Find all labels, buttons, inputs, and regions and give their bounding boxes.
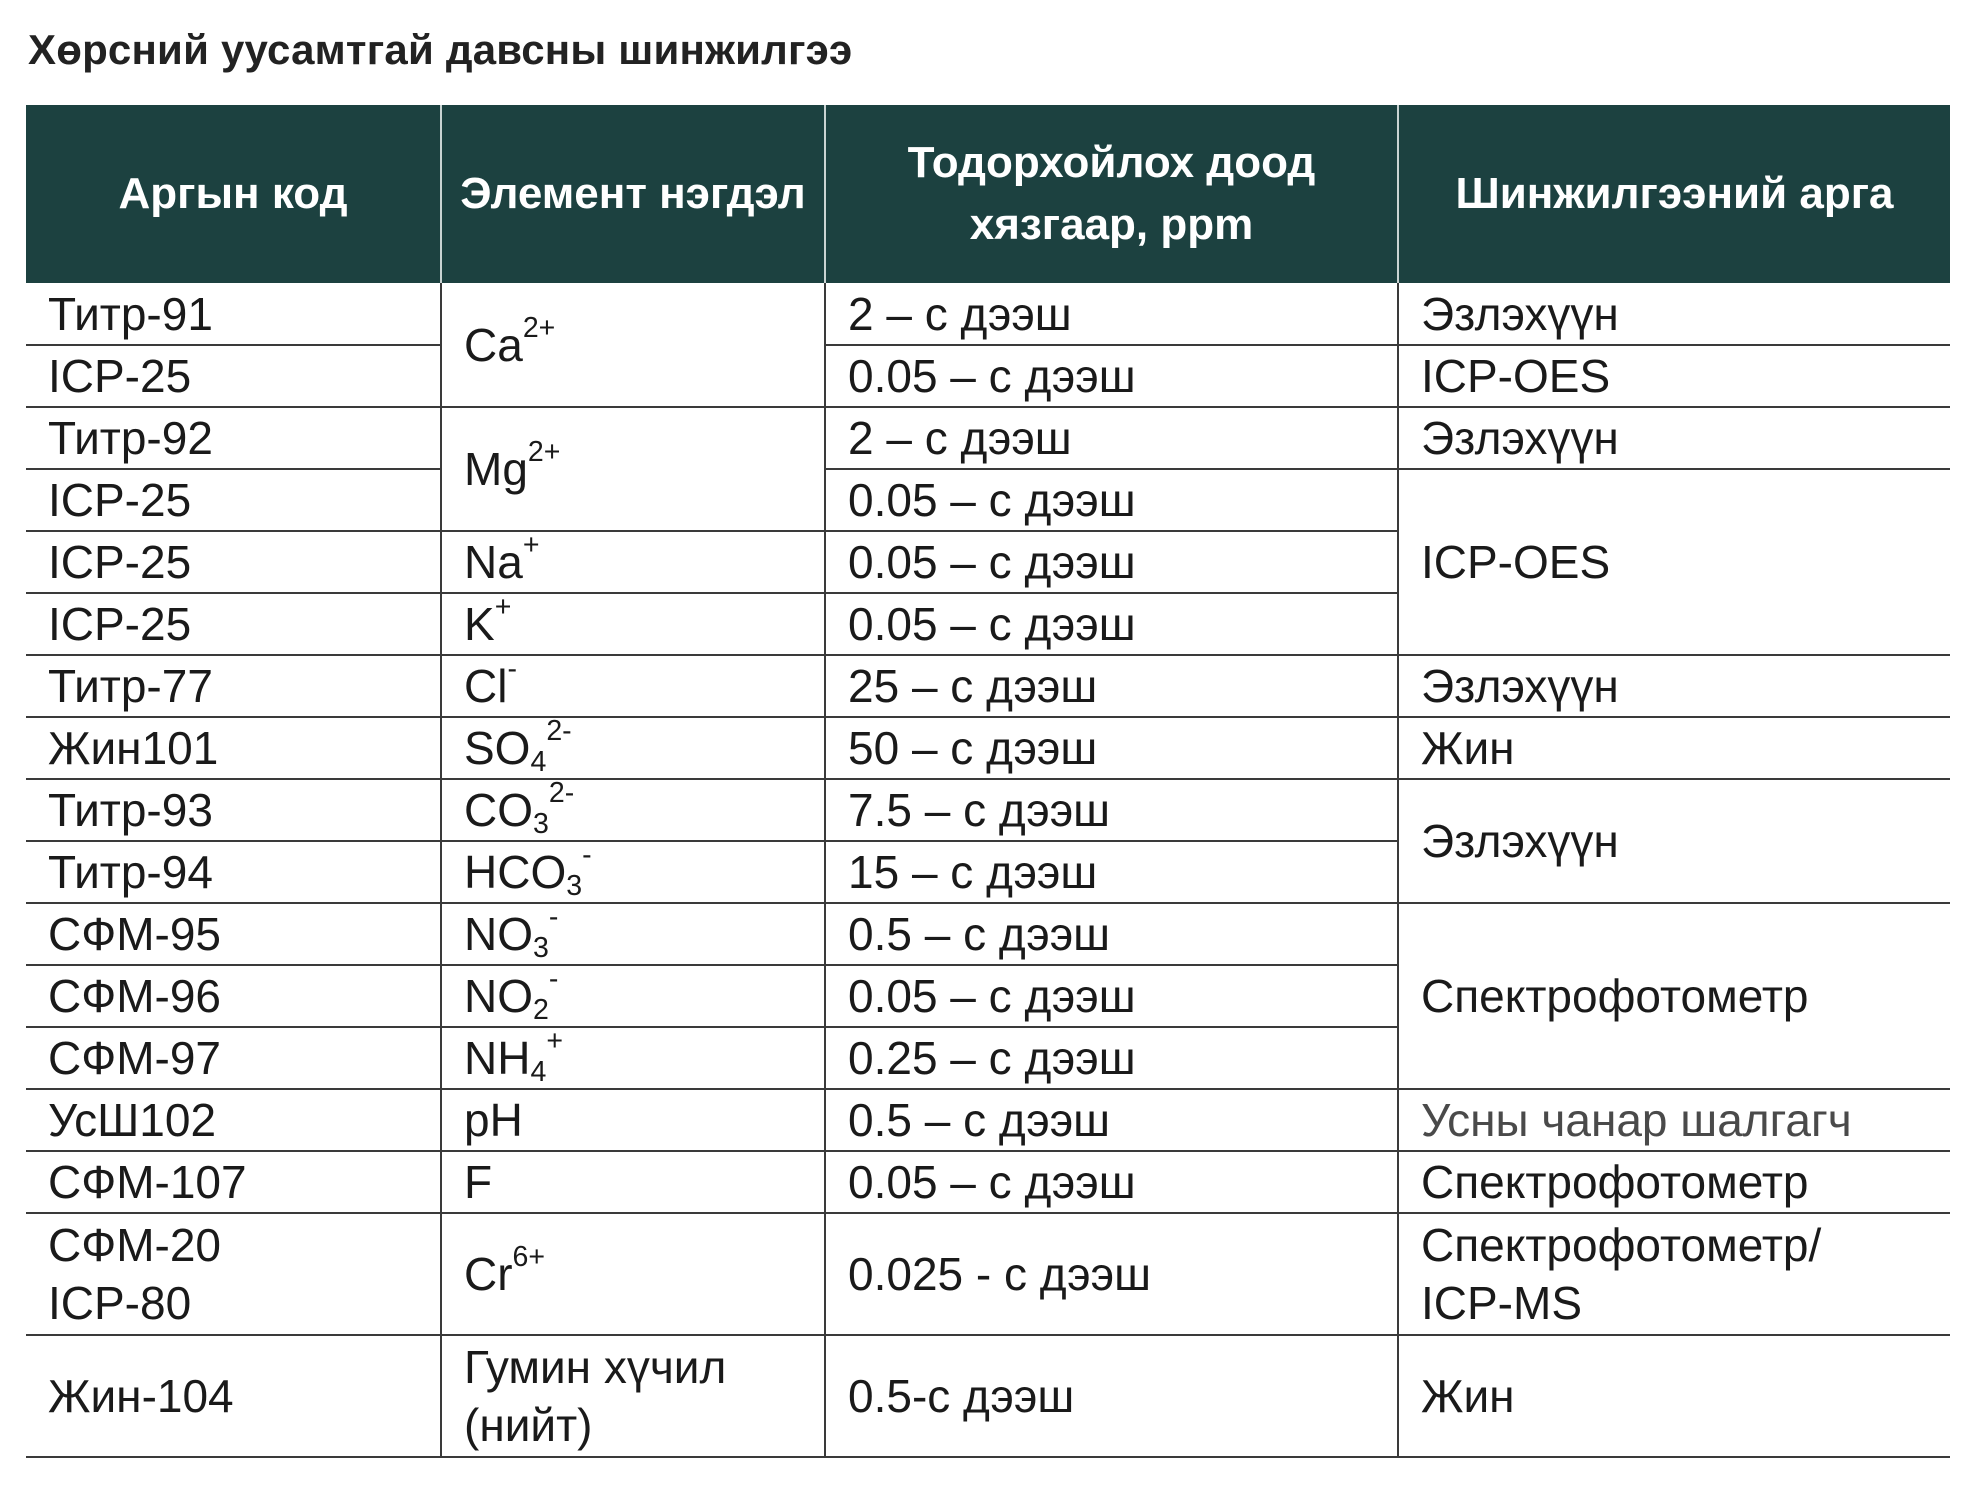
cell-limit: 0.05 – с дээш [825,469,1398,531]
analysis-table [26,105,1950,1458]
table-row [26,1151,1950,1213]
cell-limit: 0.05 – с дээш [825,593,1398,655]
cell-code: УсШ102 [26,1089,441,1151]
cell-code: Жин-104 [26,1335,441,1457]
cell-method: Жин [1398,1335,1950,1457]
cell-code: ICP-25 [26,593,441,655]
cell-limit: 0.25 – с дээш [825,1027,1398,1089]
cell-limit: 0.025 - с дээш [825,1213,1398,1335]
cell-limit: 0.5 – с дээш [825,1089,1398,1151]
cell-code: СФМ-96 [26,965,441,1027]
cell-code: СФМ-107 [26,1151,441,1213]
column-header-detection-limit: Тодорхойлох доод хязгаар, ppm [825,105,1398,283]
table-row [26,655,1950,717]
cell-method: Спектрофотометр [1398,1151,1950,1213]
cell-element: $NH_4^+$ [441,1027,825,1089]
table-row [26,469,1950,531]
cell-method: Эзлэхүүн [1398,283,1950,345]
cell-method: Эзлэхүүн [1398,655,1950,717]
cell-code: ICP-25 [26,345,441,407]
cell-limit: 0.05 – с дээш [825,965,1398,1027]
table-row [26,283,1950,345]
cell-code: СФМ-97 [26,1027,441,1089]
cell-limit: 0.5-с дээш [825,1335,1398,1457]
cell-code: Титр-93 [26,779,441,841]
cell-element: $Ca^{2+}$ [441,283,825,407]
cell-element: $Cr^{6+}$ [441,1213,825,1335]
cell-limit: 0.05 – с дээш [825,531,1398,593]
cell-limit: 15 – с дээш [825,841,1398,903]
table-row [26,717,1950,779]
table-row [26,407,1950,469]
cell-element: Гумин хүчил (нийт) [441,1335,825,1457]
cell-limit: 25 – с дээш [825,655,1398,717]
cell-code: ICP-25 [26,469,441,531]
cell-element: Na+ [441,531,825,593]
cell-element: F [441,1151,825,1213]
cell-method: Спектрофотометр/ ICP-MS [1398,1213,1950,1335]
cell-code: Титр-92 [26,407,441,469]
cell-element: $SO_4^{2-}$ [441,717,825,779]
cell-method: Эзлэхүүн [1398,407,1950,469]
cell-limit: 0.05 – с дээш [825,1151,1398,1213]
cell-code: Титр-91 [26,283,441,345]
table-row [26,1335,1950,1457]
cell-limit: 2 – с дээш [825,407,1398,469]
cell-element: $Mg^{2+}$ [441,407,825,531]
cell-code: Титр-77 [26,655,441,717]
cell-element: K+ [441,593,825,655]
table-body [26,283,1950,1457]
cell-limit: 2 – с дээш [825,283,1398,345]
cell-code: Жин101 [26,717,441,779]
cell-code: СФМ-20 ICP-80 [26,1213,441,1335]
cell-code: ICP-25 [26,531,441,593]
cell-method: Жин [1398,717,1950,779]
cell-element: $HCO_3^-$ [441,841,825,903]
table-row [26,1213,1950,1335]
cell-method: Спектрофотометр [1398,903,1950,1089]
column-header-element: Элемент нэгдэл [441,105,825,283]
cell-method: ICP-OES [1398,345,1950,407]
cell-method: ICP-OES [1398,469,1950,655]
cell-limit: 7.5 – с дээш [825,779,1398,841]
cell-element: Cl- [441,655,825,717]
column-header-analysis-method: Шинжилгээний арга [1398,105,1950,283]
cell-limit: 50 – с дээш [825,717,1398,779]
cell-element: $CO_3^{2-}$ [441,779,825,841]
table-row [26,903,1950,965]
cell-element: $NO_3^-$ [441,903,825,965]
table-row [26,345,1950,407]
cell-limit: 0.5 – с дээш [825,903,1398,965]
column-header-method-code: Аргын код [26,105,441,283]
table-row [26,1089,1950,1151]
cell-code: Титр-94 [26,841,441,903]
cell-code: СФМ-95 [26,903,441,965]
table-row [26,779,1950,841]
cell-method: Эзлэхүүн [1398,779,1950,903]
cell-method: Усны чанар шалгагч [1398,1089,1950,1151]
cell-element: $NO_2^-$ [441,965,825,1027]
cell-limit: 0.05 – с дээш [825,345,1398,407]
cell-element: pH [441,1089,825,1151]
table-header [26,105,1950,283]
page-title: Хөрсний уусамтгай давсны шинжилгээ [28,26,853,73]
